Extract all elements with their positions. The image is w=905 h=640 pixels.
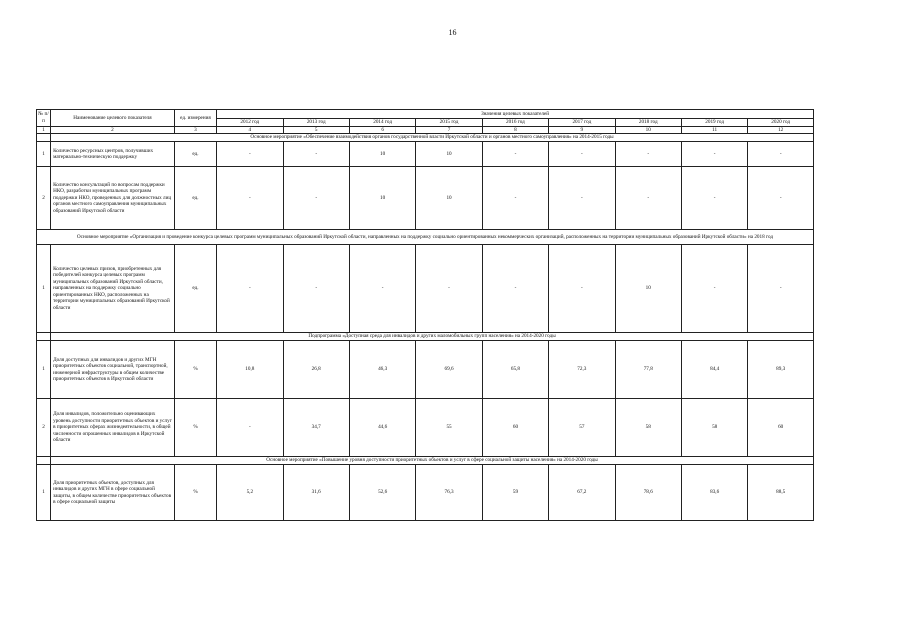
indicator-value: 57 bbox=[549, 399, 615, 457]
column-number: 2 bbox=[51, 126, 175, 134]
indicator-value: 10 bbox=[349, 142, 415, 167]
indicator-value: 10 bbox=[416, 167, 482, 230]
indicator-value: - bbox=[748, 142, 814, 167]
header-year: 2019 год bbox=[681, 119, 747, 127]
header-year: 2013 год bbox=[283, 119, 349, 127]
column-number: 7 bbox=[416, 126, 482, 134]
indicator-value: 60 bbox=[748, 399, 814, 457]
indicator-value: - bbox=[217, 142, 283, 167]
column-number: 8 bbox=[482, 126, 548, 134]
header-name: Наименование целевого показателя bbox=[51, 110, 175, 127]
indicator-value: - bbox=[681, 167, 747, 230]
indicator-value: - bbox=[748, 245, 814, 333]
indicator-value: 5,2 bbox=[217, 465, 283, 521]
indicator-value: - bbox=[681, 142, 747, 167]
header-year: 2018 год bbox=[615, 119, 681, 127]
indicator-value: 10,8 bbox=[217, 341, 283, 399]
indicator-value: 67,2 bbox=[549, 465, 615, 521]
indicator-value: 55 bbox=[416, 399, 482, 457]
indicator-unit: % bbox=[174, 341, 216, 399]
header-year: 2020 год bbox=[748, 119, 814, 127]
row-no: 1 bbox=[37, 341, 51, 399]
row-no: 2 bbox=[37, 399, 51, 457]
indicator-value: - bbox=[283, 167, 349, 230]
column-number: 11 bbox=[681, 126, 747, 134]
row-no: 1 bbox=[37, 245, 51, 333]
indicator-value: - bbox=[615, 142, 681, 167]
indicator-unit: % bbox=[174, 465, 216, 521]
section-heading: Подпрограмма «Доступная среда для инвалидов и других маломобильных групп населения» на 2014-2020 годы bbox=[51, 333, 814, 341]
indicator-value: 72,3 bbox=[549, 341, 615, 399]
indicator-value: 88,5 bbox=[748, 465, 814, 521]
indicator-value: 78,6 bbox=[615, 465, 681, 521]
indicator-value: - bbox=[482, 142, 548, 167]
indicator-value: 84,4 bbox=[681, 341, 747, 399]
page-number: 16 bbox=[448, 28, 457, 37]
header-unit: ед. измерения bbox=[174, 110, 216, 127]
column-number: 3 bbox=[174, 126, 216, 134]
column-number: 12 bbox=[748, 126, 814, 134]
column-number: 10 bbox=[615, 126, 681, 134]
indicator-value: - bbox=[482, 167, 548, 230]
indicator-value: 76,3 bbox=[416, 465, 482, 521]
column-number: 5 bbox=[283, 126, 349, 134]
indicator-value: 31,6 bbox=[283, 465, 349, 521]
section-heading: Основное мероприятие «Обеспечение взаимодействия органов государственной власти Иркутской области и органов местного самоуправления» на 2014-2015 годы bbox=[51, 134, 814, 142]
row-no: 2 bbox=[37, 167, 51, 230]
indicator-value: 77,8 bbox=[615, 341, 681, 399]
indicator-unit: % bbox=[174, 399, 216, 457]
indicator-name: Количество ресурсных центров, получивших материально-техническую поддержку bbox=[51, 142, 175, 167]
header-values: Значения целевых показателей bbox=[217, 110, 814, 119]
indicator-value: - bbox=[416, 245, 482, 333]
header-year: 2015 год bbox=[416, 119, 482, 127]
indicator-value: 26,8 bbox=[283, 341, 349, 399]
indicator-value: - bbox=[217, 167, 283, 230]
column-number: 1 bbox=[37, 126, 51, 134]
indicator-value: - bbox=[549, 167, 615, 230]
indicator-value: 46,3 bbox=[349, 341, 415, 399]
indicator-name: Количество консультаций по вопросам поддержки НКО, разработки муниципальных программ поддержки НКО, проведенных для должностных лиц органов местного самоуправления муниципальных образований Иркутской области bbox=[51, 167, 175, 230]
indicator-name: Количество целевых призов, приобретенных для победителей конкурса целевых программ муниципальных образований Иркутской области, направленных на поддержку социально ориентированных НКО, расположенных на территории муниципальных образований Иркутской области bbox=[51, 245, 175, 333]
indicator-value: - bbox=[482, 245, 548, 333]
indicator-value: - bbox=[217, 399, 283, 457]
indicator-value: - bbox=[748, 167, 814, 230]
indicator-name: Доля приоритетных объектов, доступных для инвалидов и других МГН в сфере социальной защиты, в общем количестве приоритетных объектов в сфере социальной защиты bbox=[51, 465, 175, 521]
row-no: 1 bbox=[37, 142, 51, 167]
indicator-value: 59 bbox=[482, 465, 548, 521]
indicator-value: 10 bbox=[349, 167, 415, 230]
column-number: 4 bbox=[217, 126, 283, 134]
indicator-value: 65,8 bbox=[482, 341, 548, 399]
indicator-value: 69,6 bbox=[416, 341, 482, 399]
indicator-value: 10 bbox=[615, 245, 681, 333]
indicator-value: - bbox=[217, 245, 283, 333]
indicator-value: - bbox=[549, 142, 615, 167]
indicator-value: - bbox=[549, 245, 615, 333]
header-year: 2014 год bbox=[349, 119, 415, 127]
indicator-unit: ед. bbox=[174, 167, 216, 230]
indicator-value: 89,3 bbox=[748, 341, 814, 399]
indicator-value: - bbox=[283, 142, 349, 167]
header-no: № п/п bbox=[37, 110, 51, 127]
indicator-value: 52,6 bbox=[349, 465, 415, 521]
indicator-value: 83,6 bbox=[681, 465, 747, 521]
indicator-value: 60 bbox=[482, 399, 548, 457]
indicator-name: Доля инвалидов, положительно оценивающих уровень доступности приоритетных объектов и услуг в приоритетных сферах жизнедеятельности, в общей численности опрошенных инвалидов в Иркутской области bbox=[51, 399, 175, 457]
indicator-value: - bbox=[283, 245, 349, 333]
indicator-value: - bbox=[615, 167, 681, 230]
indicator-value: 58 bbox=[681, 399, 747, 457]
target-indicators-table bbox=[36, 109, 814, 521]
header-year: 2016 год bbox=[482, 119, 548, 127]
indicator-value: 34,7 bbox=[283, 399, 349, 457]
indicator-value: 58 bbox=[615, 399, 681, 457]
indicator-value: 44,6 bbox=[349, 399, 415, 457]
row-no: 1 bbox=[37, 465, 51, 521]
section-heading: Основное мероприятие «Повышение уровня доступности приоритетных объектов и услуг в сфере социальной защиты населения» на 2014-2020 годы bbox=[51, 457, 814, 465]
column-number: 9 bbox=[549, 126, 615, 134]
section-heading: Основное мероприятие «Организация и проведение конкурса целевых программ муниципальных образований Иркутской области, направленных на поддержку социально ориентированных некоммерческих организаций, расположенных на территории муниципальных образований Иркутской области» на 2018 год bbox=[37, 230, 814, 245]
indicator-unit: ед. bbox=[174, 245, 216, 333]
indicator-name: Доля доступных для инвалидов и других МГН приоритетных объектов социальной, транспортной, инженерной инфраструктуры в общем количестве приоритетных объектов в Иркутской области bbox=[51, 341, 175, 399]
indicator-value: - bbox=[349, 245, 415, 333]
indicator-unit: ед. bbox=[174, 142, 216, 167]
column-number: 6 bbox=[349, 126, 415, 134]
indicator-value: - bbox=[681, 245, 747, 333]
header-year: 2017 год bbox=[549, 119, 615, 127]
indicator-value: 10 bbox=[416, 142, 482, 167]
header-year: 2012 год bbox=[217, 119, 283, 127]
